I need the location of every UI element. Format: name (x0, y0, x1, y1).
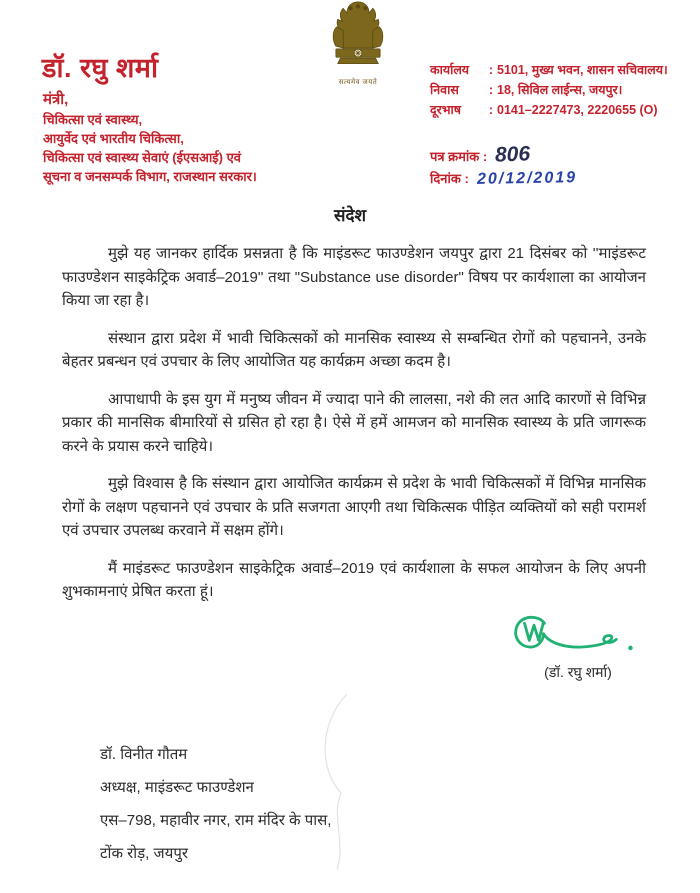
dept-line: चिकित्सा एवं स्वास्थ्य, (43, 112, 143, 127)
recipient-line: डॉ. विनीत गौतम (100, 746, 188, 763)
letter-date-row (430, 169, 690, 188)
letterhead-contact (430, 60, 690, 120)
signatory-name: (डॉ. रघु शर्मा) (544, 664, 612, 680)
dept-line: सूचना व जनसम्पर्क विभाग, राजस्थान सरकार। (43, 168, 257, 184)
contact-label: दूरभाष (430, 103, 462, 117)
letter-number-label: पत्र क्रमांक : (430, 149, 488, 164)
message-title: संदेश (333, 206, 367, 225)
contact-row-residence (430, 80, 690, 100)
recipient-line: एस–798, महावीर नगर, राम मंदिर के पास, (100, 812, 332, 829)
letterhead-left (42, 48, 342, 186)
contact-colon: : (488, 63, 494, 77)
signature (505, 612, 655, 669)
national-emblem (327, 0, 389, 87)
letter-number-row (430, 143, 690, 167)
contact-value: 5101, मुख्य भवन, शासन सचिवालय। (497, 63, 668, 77)
recipient-line: अध्यक्ष, माइंडरूट फाउण्डेशन (100, 779, 254, 796)
contact-value: 0141–2227473, 2220655 (O) (497, 103, 658, 117)
contact-label: कार्यालय (430, 63, 470, 77)
message-body (62, 242, 646, 618)
dept-line: चिकित्सा एवं स्वास्थ्य सेवाएं (ईएसआई) एवं (43, 149, 242, 165)
ashoka-lion-capital-icon (330, 59, 386, 76)
letter-date-handwritten: 20/12/2019 (476, 169, 577, 188)
contact-row-office (430, 60, 690, 80)
paragraph: संस्थान द्वारा प्रदेश में भावी चिकित्सकों को मानसिक स्वास्थ्य से सम्बन्धित रोगों को पहचानने, उनके बेहतर प्रबन्धन एवं उपचार के लिए आयोजित यह कार्यक्रम अच्छा कदम है। (62, 329, 646, 370)
letter-number-handwritten: 806 (494, 142, 531, 167)
contact-colon: : (488, 103, 494, 117)
letter-date-label: दिनांक : (430, 171, 469, 186)
contact-value: 18, सिविल लाईन्स, जयपुर। (497, 83, 623, 97)
letter-meta (430, 143, 690, 190)
recipient-line: टोंक रोड़, जयपुर (100, 845, 188, 862)
paragraph: मैं माइंडरूट फाउण्डेशन साइकेट्रिक अवार्ड–2019 एवं कार्यशाला के सफल आयोजन के लिए अपनी शुभकामनाएं प्रेषित करता हूं। (62, 559, 646, 600)
recipient-address (100, 738, 430, 870)
minister-post: मंत्री, (43, 91, 69, 108)
contact-colon: : (488, 83, 494, 97)
paragraph: मुझे विश्वास है कि संस्थान द्वारा आयोजित कार्यक्रम से प्रदेश के भावी चिकित्सकों में विभिन्न मानसिक रोगों के लक्षण पहचानने एवं उपचार के प्रति सजगता आएगी तथा चिकित्सक पीड़ित व्यक्तियों को सही परामर्श एवं उपचार उपलब्ध करवाने में सक्षम होंगे। (62, 475, 646, 539)
minister-name: डॉ. रघु शर्मा (42, 53, 159, 83)
paragraph: मुझे यह जानकर हार्दिक प्रसन्नता है कि माइंडरूट फाउण्डेशन जयपुर द्वारा 21 दिसंबर को ''माइंडरूट फाउण्डेशन साइकेट्रिक अवार्ड–2019'' तथा "Substance use disorder" विषय पर कार्यशाला का आयोजन किया जा रहा है। (62, 245, 646, 309)
emblem-caption: सत्यमेव जयते (338, 79, 378, 86)
paragraph: आपाधापी के इस युग में मनुष्य जीवन में ज्यादा पाने की लालसा, नशे की लत आदि कारणों से विभिन्न प्रकार की मानसिक बीमारियों से ग्रसित हो रहा है। ऐसे में हमें आमजन को मानसिक स्वास्थ्य के प्रति जागरूक करने के प्रयास करने चाहिये। (62, 390, 646, 455)
dept-line: आयुर्वेद एवं भारतीय चिकित्सा, (43, 130, 184, 146)
contact-row-phone (430, 100, 690, 120)
contact-label: निवास (430, 83, 459, 97)
